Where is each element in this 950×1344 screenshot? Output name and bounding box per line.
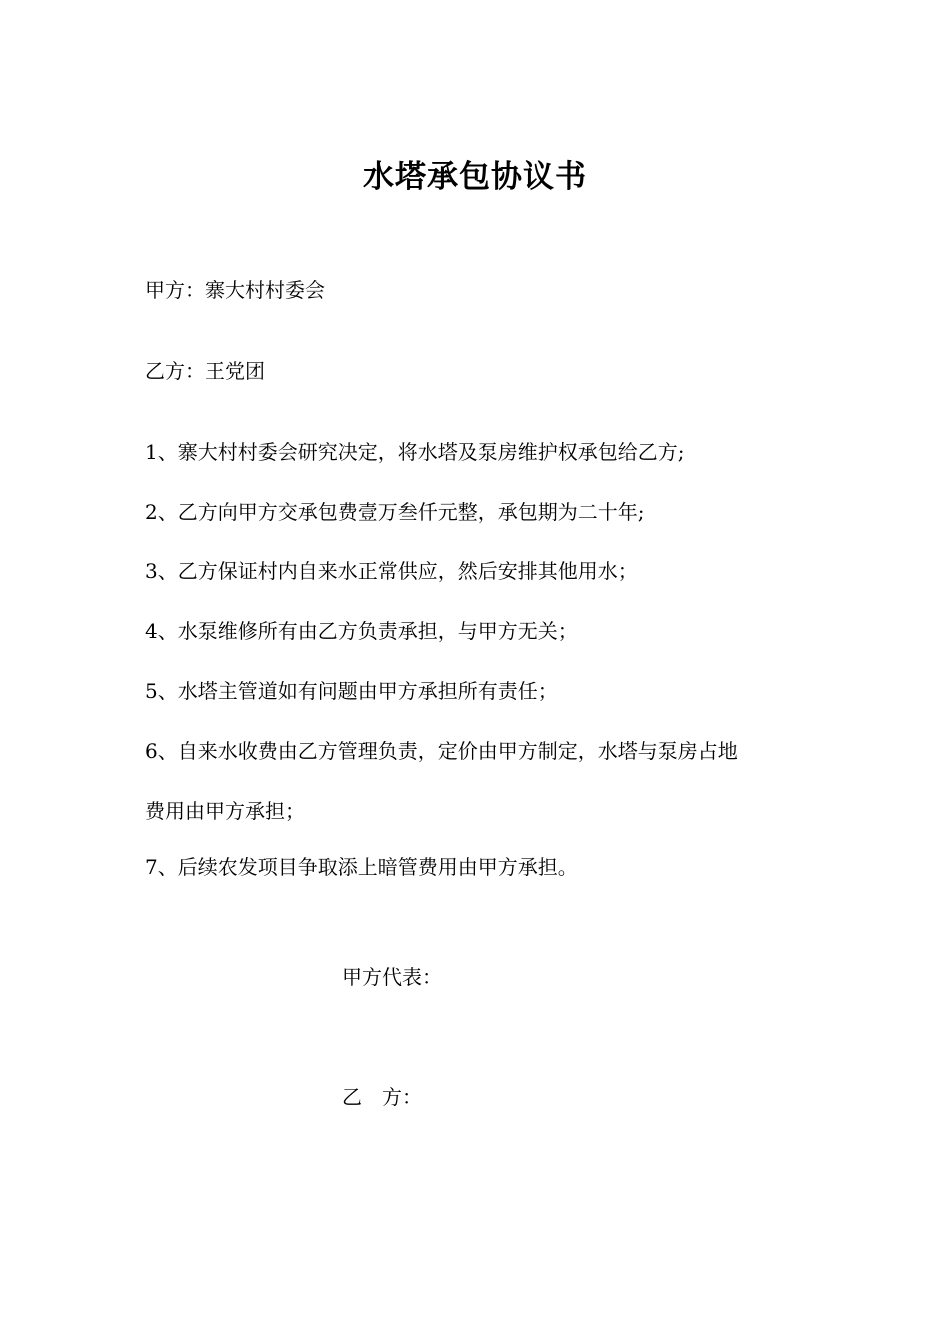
- party-b-signature-label: 乙 方：: [342, 1085, 422, 1109]
- party-a-line: 甲方：寨大村村委会: [145, 278, 325, 302]
- party-a-representative-label: 甲方代表：: [342, 965, 442, 989]
- clause-6: 6、自来水收费由乙方管理负责，定价由甲方制定，水塔与泵房占地: [145, 739, 738, 763]
- clause-1: 1、寨大村村委会研究决定，将水塔及泵房维护权承包给乙方;: [145, 440, 685, 464]
- party-b-line: 乙方：王党团: [145, 359, 265, 383]
- clause-5: 5、水塔主管道如有问题由甲方承担所有责任；: [145, 679, 558, 703]
- clause-4: 4、水泵维修所有由乙方负责承担，与甲方无关；: [145, 619, 578, 643]
- document-title: 水塔承包协议书: [363, 159, 587, 195]
- clause-7: 7、后续农发项目争取添上暗管费用由甲方承担。: [145, 855, 578, 879]
- clause-6-continued: 费用由甲方承担；: [145, 799, 305, 823]
- clause-2: 2、乙方向甲方交承包费壹万叁仟元整，承包期为二十年;: [145, 500, 645, 524]
- clause-3: 3、乙方保证村内自来水正常供应，然后安排其他用水；: [145, 559, 638, 583]
